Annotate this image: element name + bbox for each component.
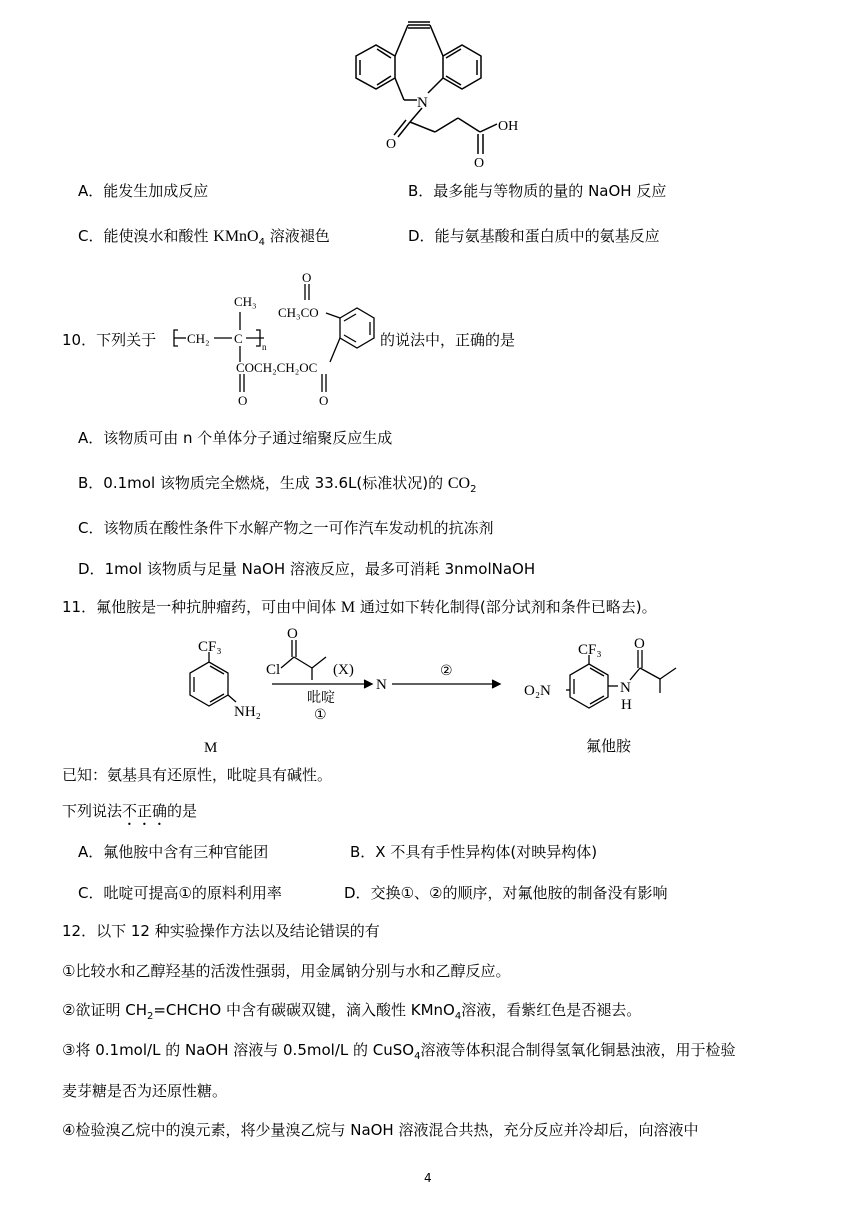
q10-stem-pre: 10．下列关于 xyxy=(62,331,157,349)
q12-item-3-continued: 麦芽糖是否为还原性糖。 xyxy=(62,1082,228,1100)
q10-quaternary-c: C xyxy=(234,331,243,346)
q10-n-subscript: n xyxy=(262,342,267,352)
q11-option-d: D．交换①、②的顺序，对氟他胺的制备没有影响 xyxy=(344,884,668,902)
q11-x-label: (X) xyxy=(333,662,354,678)
q11-x-o: O xyxy=(287,626,298,642)
page-number: 4 xyxy=(424,1171,432,1185)
q11-p-h: H xyxy=(621,697,632,713)
q12-item-2: ②欲证明 $CH_2=CHCHO$ 中含有碳碳双键，滴入酸性 KMnO$_4$溶液，看紫红色是否褪去。 xyxy=(62,1001,642,1022)
q10-chain-ch2: CH₂ xyxy=(187,331,210,346)
q9-option-b: B．最多能与等物质的量的 NaOH 反应 xyxy=(408,182,667,200)
q11-step1-condition: 吡啶 xyxy=(307,690,335,706)
q9-acid-o: O xyxy=(474,156,485,171)
q9-n-atom: N xyxy=(417,95,428,111)
q11-p-no2: O₂N xyxy=(524,683,551,699)
q11-m-cf3: CF₃ xyxy=(198,639,222,655)
q10-option-c: C．该物质在酸性条件下水解产物之一可作汽车发动机的抗冻剂 xyxy=(78,519,494,537)
q9-option-d: D．能与氨基酸和蛋白质中的氨基反应 xyxy=(408,227,660,245)
q11-sub-stem: 下列说法不正确的是 xyxy=(62,802,198,820)
q11-p-n: N xyxy=(620,680,631,696)
q10-o-bottom-right: O xyxy=(319,393,329,408)
q12-item-4: ④检验溴乙烷中的溴元素，将少量溴乙烷与 NaOH 溶液混合共热，充分反应并冷却后，向溶液中 xyxy=(62,1121,699,1139)
q11-p-cf3: CF₃ xyxy=(578,642,602,658)
q11-product-label: 氟他胺 xyxy=(586,737,632,755)
q11-known: 已知：氨基具有还原性，吡啶具有碱性。 xyxy=(62,766,333,784)
q11-m-nh2: NH₂ xyxy=(234,704,261,720)
q10-acetyl: CH₃CO xyxy=(278,305,319,320)
q9-option-c: C．能使溴水和酸性 KMnO$_4$ 溶液褪色 xyxy=(78,227,330,248)
q9-oh: OH xyxy=(498,119,519,134)
q10-ch3-top: CH₃ xyxy=(234,294,257,309)
q11-option-a: A．氟他胺中含有三种官能团 xyxy=(78,843,269,861)
q10-stem-post: 的说法中，正确的是 xyxy=(380,331,516,349)
q10-option-b: B．0.1mol 该物质完全燃烧，生成 33.6L(标准状况)的 $CO_2$ xyxy=(78,474,477,495)
q12-item-1: ①比较水和乙醇羟基的活泼性强弱，用金属钠分别与水和乙醇反应。 xyxy=(62,962,511,980)
q11-x-cl: Cl xyxy=(266,662,281,678)
q11-m-label: M xyxy=(204,740,218,756)
q11-option-b: B．X 不具有手性异构体(对映异构体) xyxy=(350,843,598,861)
q12-stem: 12．以下 12 种实验操作方法以及结论错误的有 xyxy=(62,922,380,940)
q10-option-d: D．1mol 该物质与足量 NaOH 溶液反应，最多可消耗 3nmolNaOH xyxy=(78,560,536,578)
q12-item-3: ③将 0.1mol/L 的 NaOH 溶液与 0.5mol/L 的 CuSO$_4$溶液等体积混合制得氢氧化铜悬浊液，用于检验 xyxy=(62,1041,736,1062)
q11-intermediate-n: N xyxy=(376,677,387,693)
q11-p-o: O xyxy=(634,636,645,652)
q11-step1-number: ① xyxy=(314,707,327,723)
q10-o-top: O xyxy=(302,270,312,285)
q10-option-a: A．该物质可由 n 个单体分子通过缩聚反应生成 xyxy=(78,429,393,447)
q11-option-c: C．吡啶可提高①的原料利用率 xyxy=(78,884,282,902)
q11-step2-number: ② xyxy=(440,663,453,679)
q10-ester-chain: COCH₂CH₂OC xyxy=(236,360,318,375)
q10-o-bottom-left: O xyxy=(238,393,248,408)
q11-stem: 11．氟他胺是一种抗肿瘤药，可由中间体 M 通过如下转化制得(部分试剂和条件已略去)。 xyxy=(62,598,657,616)
q9-carbonyl-o: O xyxy=(386,137,397,152)
q9-option-a: A．能发生加成反应 xyxy=(78,182,209,200)
